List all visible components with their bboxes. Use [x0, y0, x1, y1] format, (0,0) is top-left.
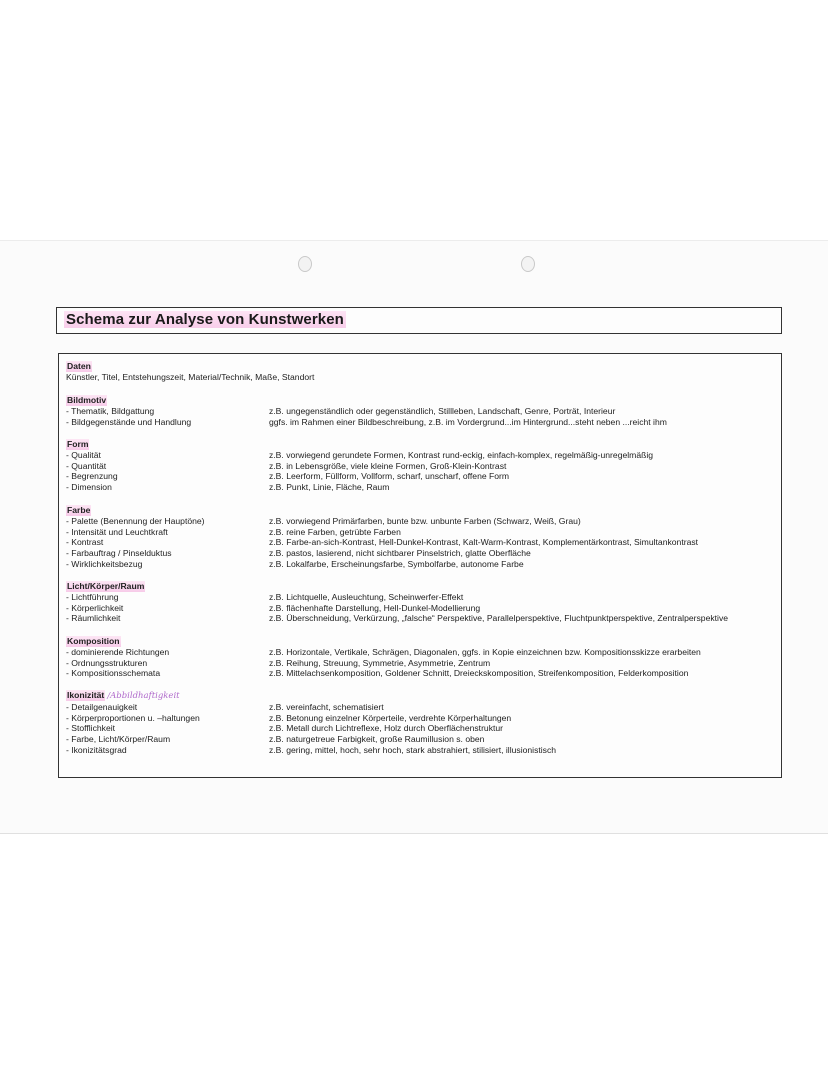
item-example: z.B. reine Farben, getrübte Farben — [269, 526, 401, 537]
list-item — [66, 723, 556, 734]
section-heading: Licht/Körper/Raum — [67, 581, 145, 591]
section-farbe — [66, 505, 698, 570]
list-item — [66, 537, 698, 548]
item-label: - Ordnungsstrukturen — [66, 657, 148, 668]
list-item — [66, 647, 701, 658]
item-label: - Qualität — [66, 449, 101, 460]
item-example: z.B. Reihung, Streuung, Symmetrie, Asymmetrie, Zentrum — [269, 657, 491, 668]
item-label: - Lichtführung — [66, 591, 119, 602]
item-example: z.B. Überschneidung, Verkürzung, „falsche“ Perspektive, Parallelperspektive, Fluchtpunktperspektive, Zentralperspektive — [269, 613, 729, 624]
list-item — [66, 668, 701, 679]
section-heading: Komposition — [67, 636, 120, 646]
item-label: - Dimension — [66, 482, 112, 493]
list-item — [66, 713, 556, 724]
section-bildmotiv — [66, 395, 667, 427]
item-example: z.B. vorwiegend Primärfarben, bunte bzw. unbunte Farben (Schwarz, Weiß, Grau) — [269, 515, 581, 526]
list-item — [66, 516, 698, 527]
item-example: z.B. ungegenständlich oder gegenständlich, Stillleben, Landschaft, Genre, Porträt, Interieur — [269, 405, 616, 416]
schema-content-box — [58, 353, 782, 778]
page-title: Schema zur Analyse von Kunstwerken — [66, 311, 344, 328]
item-label: - Stofflichkeit — [66, 723, 116, 734]
section-komposition — [66, 636, 701, 679]
title-box — [56, 307, 782, 334]
item-label: - Räumlichkeit — [66, 613, 121, 624]
section-heading: Ikonizität — [67, 690, 105, 700]
item-label: - Ikonizitätsgrad — [66, 744, 127, 755]
item-example: z.B. vorwiegend gerundete Formen, Kontrast rund-eckig, einfach-komplex, regelmäßig-unregelmäßig — [269, 449, 654, 460]
section-ikonizitaet — [66, 690, 556, 756]
item-label: - dominierende Richtungen — [66, 646, 170, 657]
list-item — [66, 734, 556, 745]
list-item — [66, 527, 698, 538]
list-item — [66, 745, 556, 756]
list-item — [66, 471, 653, 482]
section-form — [66, 439, 653, 493]
item-example: z.B. Mittelachsenkomposition, Goldener Schnitt, Dreieckskomposition, Streifenkomposition, Felderkomposition — [269, 668, 689, 679]
item-example: z.B. in Lebensgröße, viele kleine Formen, Groß-Klein-Kontrast — [269, 460, 507, 471]
item-label: - Detailgenauigkeit — [66, 701, 138, 712]
section-heading: Bildmotiv — [67, 395, 107, 405]
item-label: - Intensität und Leuchtkraft — [66, 526, 168, 537]
item-label: - Thematik, Bildgattung — [66, 405, 155, 416]
list-item — [66, 603, 728, 614]
item-label: - Bildgegenstände und Handlung — [66, 416, 192, 427]
daten-text: Künstler, Titel, Entstehungszeit, Material/Technik, Maße, Standort — [66, 371, 315, 382]
list-item — [66, 592, 728, 603]
item-example: z.B. vereinfacht, schematisiert — [269, 701, 384, 712]
item-label: - Körperlichkeit — [66, 602, 124, 613]
list-item — [66, 461, 653, 472]
item-example: z.B. gering, mittel, hoch, sehr hoch, stark abstrahiert, stilisiert, illusionistisch — [269, 744, 557, 755]
list-item — [66, 658, 701, 669]
section-daten — [66, 361, 314, 383]
item-example: z.B. Farbe-an-sich-Kontrast, Hell-Dunkel-Kontrast, Kalt-Warm-Kontrast, Komplementärkontrast, Simultankontrast — [269, 537, 699, 548]
item-example: z.B. Lichtquelle, Ausleuchtung, Scheinwerfer-Effekt — [269, 591, 464, 602]
item-label: - Farbauftrag / Pinselduktus — [66, 548, 172, 559]
punch-hole-left — [298, 256, 312, 272]
list-item — [66, 482, 653, 493]
item-label: - Wirklichkeitsbezug — [66, 558, 143, 569]
item-example: ggfs. im Rahmen einer Bildbeschreibung, z.B. im Vordergrund...im Hintergrund...steht neben ...reicht ihm — [269, 416, 667, 427]
item-label: - Körperproportionen u. –haltungen — [66, 712, 200, 723]
item-example: z.B. Horizontale, Vertikale, Schrägen, Diagonalen, ggfs. in Kopie einzeichnen bzw. Kompositionsskizze erarbeiten — [269, 646, 701, 657]
punch-hole-right — [521, 256, 535, 272]
item-example: z.B. naturgetreue Farbigkeit, große Raumillusion s. oben — [269, 734, 485, 745]
section-heading: Farbe — [67, 505, 91, 515]
item-label: - Kompositionsschemata — [66, 668, 161, 679]
item-label: - Kontrast — [66, 537, 104, 548]
list-item — [66, 548, 698, 559]
item-example: z.B. Betonung einzelner Körperteile, verdrehte Körperhaltungen — [269, 712, 512, 723]
list-item — [66, 417, 667, 428]
list-item — [66, 450, 653, 461]
item-example: z.B. Metall durch Lichtreflexe, Holz durch Oberflächenstruktur — [269, 723, 504, 734]
list-item — [66, 613, 728, 624]
item-label: - Quantität — [66, 460, 107, 471]
section-heading: Form — [67, 439, 89, 449]
item-example: z.B. Lokalfarbe, Erscheinungsfarbe, Symbolfarbe, autonome Farbe — [269, 558, 524, 569]
item-label: - Farbe, Licht/Körper/Raum — [66, 734, 171, 745]
item-example: z.B. Punkt, Linie, Fläche, Raum — [269, 482, 390, 493]
list-item — [66, 406, 667, 417]
item-label: - Palette (Benennung der Hauptöne) — [66, 515, 205, 526]
handwritten-note: /Abbildhaftigkeit — [107, 691, 180, 701]
item-example: z.B. flächenhafte Darstellung, Hell-Dunkel-Modellierung — [269, 602, 481, 613]
item-example: z.B. Leerform, Füllform, Vollform, scharf, unscharf, offene Form — [269, 471, 510, 482]
list-item — [66, 702, 556, 713]
section-licht-koerper-raum — [66, 581, 728, 624]
section-heading: Daten — [67, 361, 91, 371]
item-label: - Begrenzung — [66, 471, 118, 482]
item-example: z.B. pastos, lasierend, nicht sichtbarer Pinselstrich, glatte Oberfläche — [269, 548, 531, 559]
list-item — [66, 559, 698, 570]
